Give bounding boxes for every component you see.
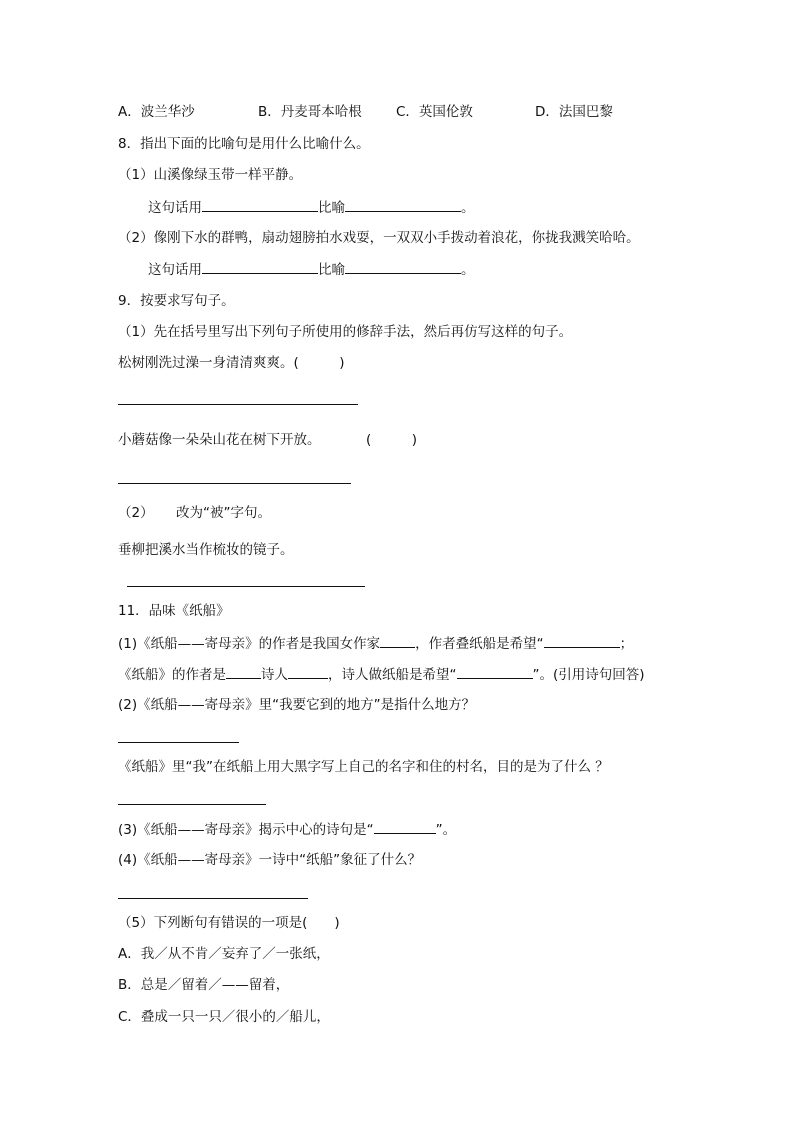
q11-line-4: 《纸船》里“我”在纸船上用大黑字写上自己的名字和住的村名，目的是为了什么 ？ bbox=[118, 759, 609, 775]
q11-line-3: (2)《纸船——寄母亲》里“我要它到的地方”是指什么地方？ bbox=[118, 697, 476, 713]
q11-line-1-a: (1)《纸船——寄母亲》的作者是我国女作家 bbox=[118, 636, 381, 652]
answer-blank[interactable] bbox=[288, 665, 328, 679]
answer-blank[interactable] bbox=[544, 634, 620, 648]
q9-part1: （1）先在括号里写出下列句子所使用的修辞手法，然后再仿写这样的句子。 bbox=[118, 324, 573, 340]
answer-blank[interactable] bbox=[380, 634, 415, 648]
q8-title: 8．指出下面的比喻句是用什么比喻什么。 bbox=[118, 136, 370, 152]
answer-blank[interactable] bbox=[457, 665, 533, 679]
answer-blank[interactable] bbox=[202, 260, 318, 274]
q9-title: 9．按要求写句子。 bbox=[118, 293, 235, 309]
q11-line-6: (4)《纸船——寄母亲》一诗中“纸船”象征了什么？ bbox=[118, 852, 422, 868]
q11-line-7: （5）下列断句有错误的一项是( ) bbox=[118, 915, 340, 931]
answer-line[interactable] bbox=[118, 804, 266, 805]
option-b: B．丹麦哥本哈根 bbox=[258, 104, 362, 120]
q11-line-5-b: ”。 bbox=[435, 822, 457, 838]
q9-part2-number: （2） bbox=[118, 505, 154, 521]
q11-line-5-a: (3)《纸船——寄母亲》揭示中心的诗句是“ bbox=[118, 822, 374, 838]
q11-option-c: C．叠成一只一只／很小的／船儿， bbox=[118, 1009, 330, 1025]
q11-line-2-d: ”。(引用诗句回答) bbox=[532, 667, 645, 683]
q11-title: 11．品味《纸船》 bbox=[118, 603, 230, 619]
option-a: A．波兰华沙 bbox=[118, 104, 195, 120]
answer-line[interactable] bbox=[118, 404, 358, 405]
q8-answer-line-2 bbox=[148, 260, 475, 279]
q9-sentence-2: 小蘑菇像一朵朵山花在树下开放。 bbox=[118, 432, 321, 448]
q8-item1: （1）山溪像绿玉带一样平静。 bbox=[118, 167, 303, 183]
answer-mid: 比喻 bbox=[318, 200, 345, 216]
q9-part2-text: 改为“被”字句。 bbox=[176, 505, 271, 521]
answer-end: 。 bbox=[461, 200, 475, 216]
q11-line-5 bbox=[118, 820, 456, 839]
answer-prefix: 这句话用 bbox=[148, 200, 202, 216]
option-c: C．英国伦敦 bbox=[396, 104, 473, 120]
answer-blank[interactable] bbox=[226, 665, 261, 679]
answer-blank[interactable] bbox=[345, 198, 461, 212]
q11-line-1 bbox=[118, 634, 633, 653]
answer-prefix: 这句话用 bbox=[148, 262, 202, 278]
q11-line-2 bbox=[118, 665, 645, 684]
q11-option-b: B．总是／留着／——留着， bbox=[118, 977, 290, 993]
q9-sentence-3: 垂柳把溪水当作梳妆的镜子。 bbox=[118, 542, 294, 558]
q11-option-a: A．我／从不肯／妄弃了／一张纸， bbox=[118, 946, 330, 962]
q11-line-1-b: ，作者叠纸船是希望“ bbox=[415, 636, 544, 652]
answer-mid: 比喻 bbox=[318, 262, 345, 278]
q11-line-2-a: 《纸船》的作者是 bbox=[118, 667, 226, 683]
q11-line-2-c: ，诗人做纸船是希望“ bbox=[328, 667, 457, 683]
answer-line[interactable] bbox=[118, 483, 351, 484]
q9-sentence-2-paren: ( ) bbox=[366, 432, 418, 448]
q9-sentence-1: 松树刚洗过澡一身清清爽爽。( ) bbox=[118, 355, 345, 371]
answer-blank[interactable] bbox=[202, 198, 318, 212]
answer-end: 。 bbox=[461, 262, 475, 278]
answer-blank[interactable] bbox=[374, 820, 436, 834]
option-d: D．法国巴黎 bbox=[535, 104, 613, 120]
answer-line[interactable] bbox=[118, 742, 239, 743]
q8-answer-line-1 bbox=[148, 198, 475, 217]
answer-line[interactable] bbox=[118, 898, 308, 899]
q11-line-1-c: ； bbox=[619, 636, 634, 652]
q8-item2: （2）像刚下水的群鸭，扇动翅膀拍水戏耍，一双双小手拨动着浪花，你拢我溅笑哈哈。 bbox=[118, 230, 640, 246]
q11-line-2-b: 诗人 bbox=[261, 667, 288, 683]
answer-line[interactable] bbox=[127, 586, 365, 587]
answer-blank[interactable] bbox=[345, 260, 461, 274]
